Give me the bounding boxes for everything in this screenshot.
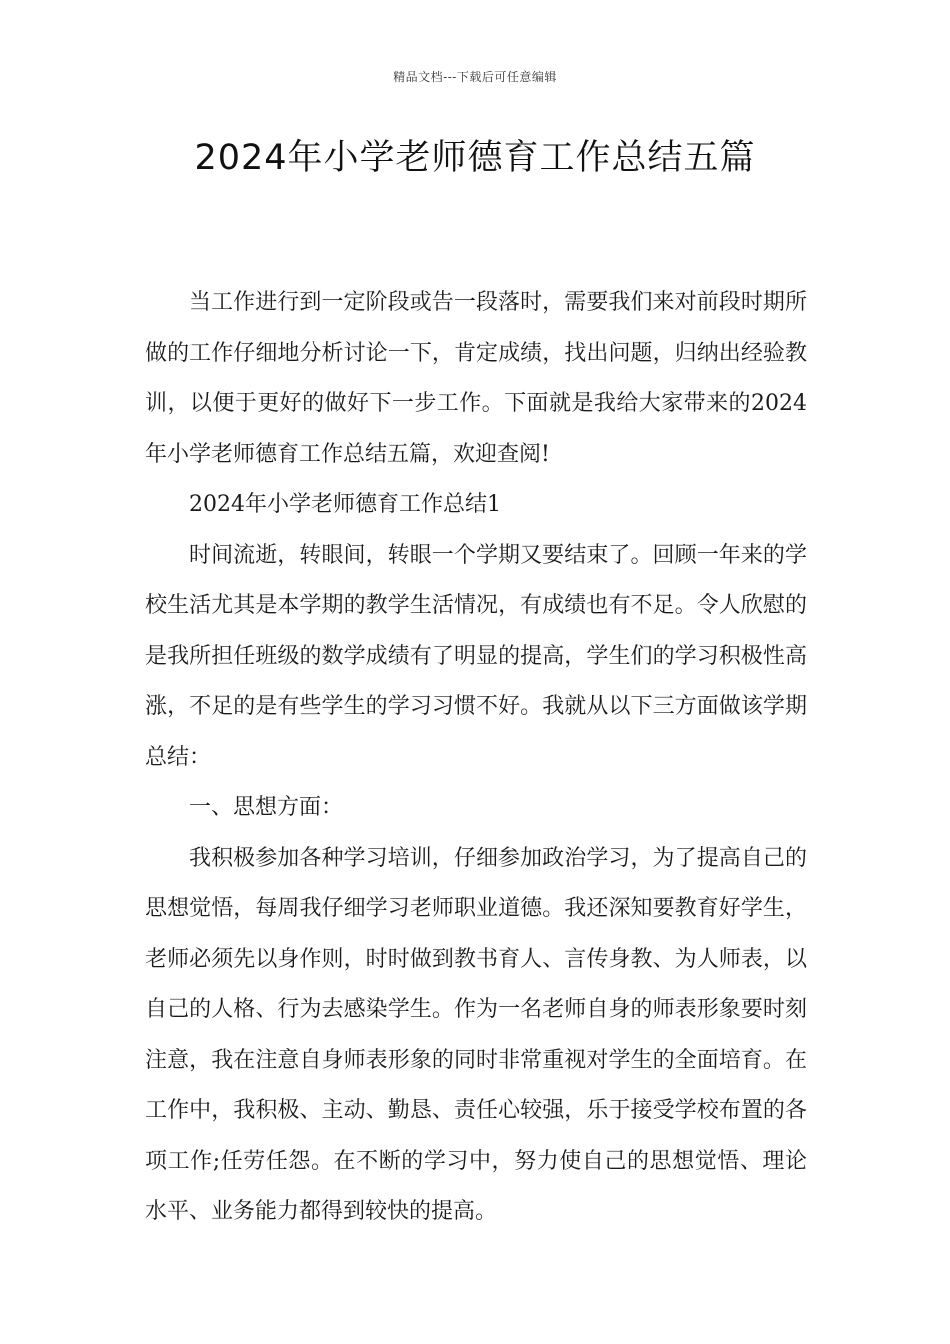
paragraph-thought: 我积极参加各种学习培训，仔细参加政治学习，为了提高自己的思想觉悟，每周我仔细学习老师职业道德。我还深知要教育好学生，老师必须先以身作则，时时做到教书育人、言传身教、为人师表，以自己的人格、行为去感染学生。作为一名老师自身的师表形象要时刻注意，我在注意自身师表形象的同时非常重视对学生的全面培育。在工作中，我积极、主动、勤恳、责任心较强，乐于接受学校布置的各项工作;任劳任怨。在不断的学习中，努力使自己的思想觉悟、理论水平、业务能力都得到较快的提高。 — [145, 845, 807, 1224]
paragraph-intro: 当工作进行到一定阶段或告一段落时，需要我们来对前段时期所做的工作仔细地分析讨论一下，肯定成绩，找出问题，归纳出经验教训，以便于更好的做好下一步工作。下面就是我给大家带来的2024年小学老师德育工作总结五篇，欢迎查阅! — [145, 290, 807, 467]
document-title: 2024年小学老师德育工作总结五篇 — [194, 138, 756, 178]
header-note: 精品文档---下载后可任意编辑 — [393, 70, 557, 84]
document-body — [145, 278, 807, 1238]
subheading-thought: 一、思想方面： — [189, 795, 344, 820]
section-heading-1: 2024年小学老师德育工作总结1 — [189, 492, 501, 517]
paragraph-review: 时间流逝，转眼间，转眼一个学期又要结束了。回顾一年来的学校生活尤其是本学期的教学生活情况，有成绩也有不足。令人欣慰的是我所担任班级的数学成绩有了明显的提高，学生们的学习积极性高涨，不足的是有些学生的学习习惯不好。我就从以下三方面做该学期总结： — [145, 542, 807, 770]
